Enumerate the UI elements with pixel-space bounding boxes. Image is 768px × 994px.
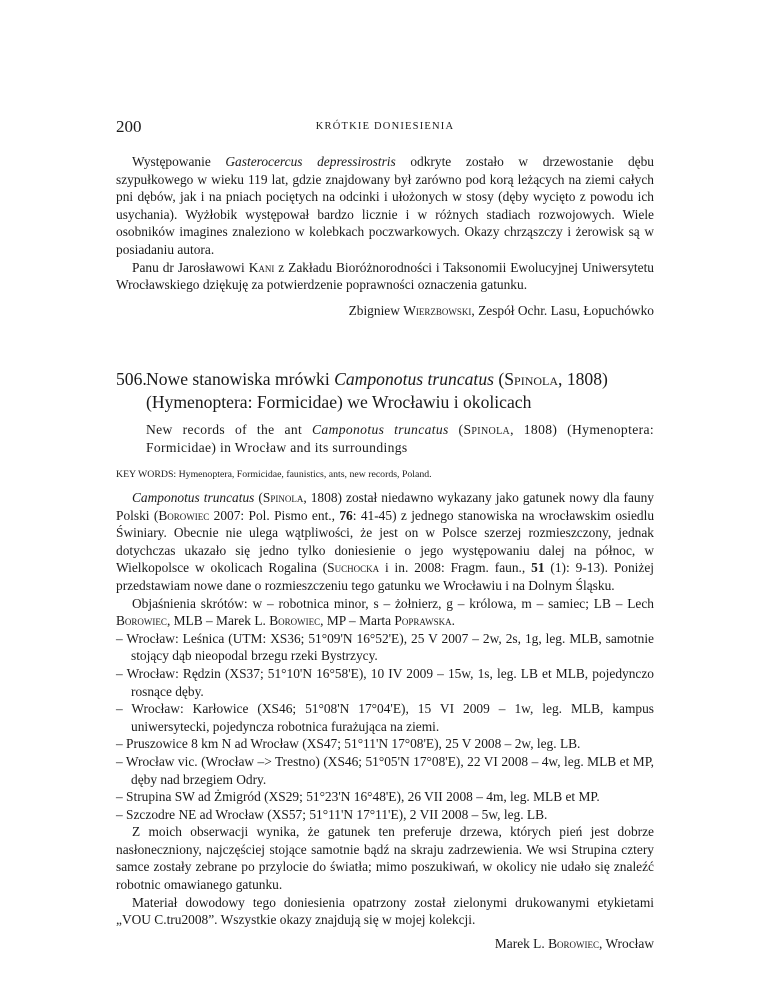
record-list-item: – Szczodre NE ad Wrocław (XS57; 51°11'N 17°11'E), 2 VII 2008 – 5w, leg. LB. — [116, 806, 548, 822]
previous-article-signature: Zbigniew Wierzbowski, Zespół Ochr. Lasu, Łopuchówko — [348, 302, 654, 318]
previous-article-ending — [116, 153, 654, 319]
intro-paragraph: Camponotus truncatus (Spinola, 1808) został niedawno wykazany jako gatunek nowy dla fauny Polski (Borowiec 2007: Pol. Pismo ent., 76: 41-45) z jednego stanowiska na wrocławskim osiedlu Świniary. Obecnie nie ulega wątpliwości, że jest on w Polsce szerzej rozmieszczony, jednak dotychczas ukazało się jedno tylko doniesienie o jego występowaniu dalej na północ, w Wielkopolsce w okolicach Rogalina (Suchocka i in. 2008: Fragm. faun., 51 (1): 9-13). Poniżej przedstawiam nowe dane o rozmieszczeniu tego gatunku we Wrocławiu i na Dolnym Śląsku. — [116, 490, 655, 593]
article-title-text: Nowe stanowiska mrówki Camponotus truncatus (Spinola, 1808) — [146, 369, 608, 389]
article-title — [116, 368, 654, 414]
record-list-item: – Wrocław: Karłowice (XS46; 51°08'N 17°04'E), 15 VI 2009 – 1w, leg. MLB, kampus uniwersytecki, pojedyncza robotnica furażująca na ziemi. — [116, 701, 654, 734]
material-paragraph: Materiał dowodowy tego doniesienia opatrzony został zielonymi drukowanymi etykietami „VOU C.tru2008”. Wszystkie okazy znajdują się w mojej kolekcji. — [116, 894, 654, 928]
observations-paragraph: Z moich obserwacji wynika, że gatunek ten preferuje drzewa, których pień jest dobrze nasłoneczniony, najczęściej stojące samotnie bądź na skraju zadrzewienia. We wsi Strupina cztery samce zostały zebrane po przylocie do światła; mimo poszukiwań, w okolicy nie udało się znaleźć robotnic omawianego gatunku. — [116, 824, 654, 893]
article-title-line-1 — [116, 368, 654, 391]
record-list-item: – Strupina SW ad Żmigród (XS29; 51°23'N 16°48'E), 26 VII 2008 – 4m, leg. MLB et MP. — [116, 789, 600, 805]
record-list-item: – Wrocław: Leśnica (UTM: XS36; 51°09'N 16°52'E), 25 V 2007 – 2w, 2s, 1g, leg. MLB, samotnie stojący dąb nieopodal brzegu rzeki Bystrzycy. — [116, 630, 654, 664]
article-number: 506. — [116, 369, 147, 389]
record-list-item: – Wrocław vic. (Wrocław –> Trestno) (XS46; 51°05'N 17°08'E), 22 VI 2008 – 4w, leg. MLB et MP, dęby nad brzegiem Odry. — [116, 753, 654, 787]
running-head: KRÓTKIE DONIESIENIA — [315, 121, 455, 132]
page-header — [116, 117, 654, 137]
article-body — [116, 489, 654, 952]
english-title: New records of the ant Camponotus truncatus (Spinola, 1808) (Hymenoptera: Formicidae) in Wrocław and its surroundings — [146, 422, 654, 455]
page-number: 200 — [116, 117, 142, 136]
records-list — [116, 630, 654, 824]
article-title-line-2: (Hymenoptera: Formicidae) we Wrocławiu i okolicach — [146, 392, 532, 412]
abbreviations-paragraph: Objaśnienia skrótów: w – robotnica minor, s – żołnierz, g – królowa, m – samiec; LB – Lech Borowiec, MLB – Marek L. Borowiec, MP – Marta Poprawska. — [116, 595, 654, 629]
previous-article-paragraph: Występowanie Gasterocercus depressirostris odkryte zostało w drzewostanie dębu szypułkowego w wieku 119 lat, gdzie znajdowany był zarówno pod korą leżących na ziemi całych pni dębów, jak i na pniach pociętych na odcinki i ułożonych w stosy (dęby wycięto z powodu ich usychania). Wyżłobik występował bardzo licznie i w różnych stadiach rozwojowych. Wiele osobników imagines znaleziono w kolebkach poczwarkowych. Okazy chrząszczy i żerowisk są w posiadaniu autora. — [116, 154, 654, 257]
record-list-item: – Pruszowice 8 km N ad Wrocław (XS47; 51°11'N 17°08'E), 25 V 2008 – 2w, leg. LB. — [116, 736, 581, 752]
keywords: KEY WORDS: Hymenoptera, Formicidae, faunistics, ants, new records, Poland. — [116, 469, 432, 480]
article-signature: Marek L. Borowiec, Wrocław — [494, 935, 654, 951]
record-list-item: – Wrocław: Rędzin (XS37; 51°10'N 16°58'E), 10 IV 2009 – 15w, 1s, leg. LB et MLB, pojedynczo rosnące dęby. — [116, 665, 654, 699]
acknowledgement-paragraph: Panu dr Jarosławowi Kani z Zakładu Bioróżnorodności i Taksonomii Ewolucyjnej Uniwersytetu Wrocławskiego dziękuję za potwierdzenie poprawności oznaczenia gatunku. — [116, 259, 654, 293]
